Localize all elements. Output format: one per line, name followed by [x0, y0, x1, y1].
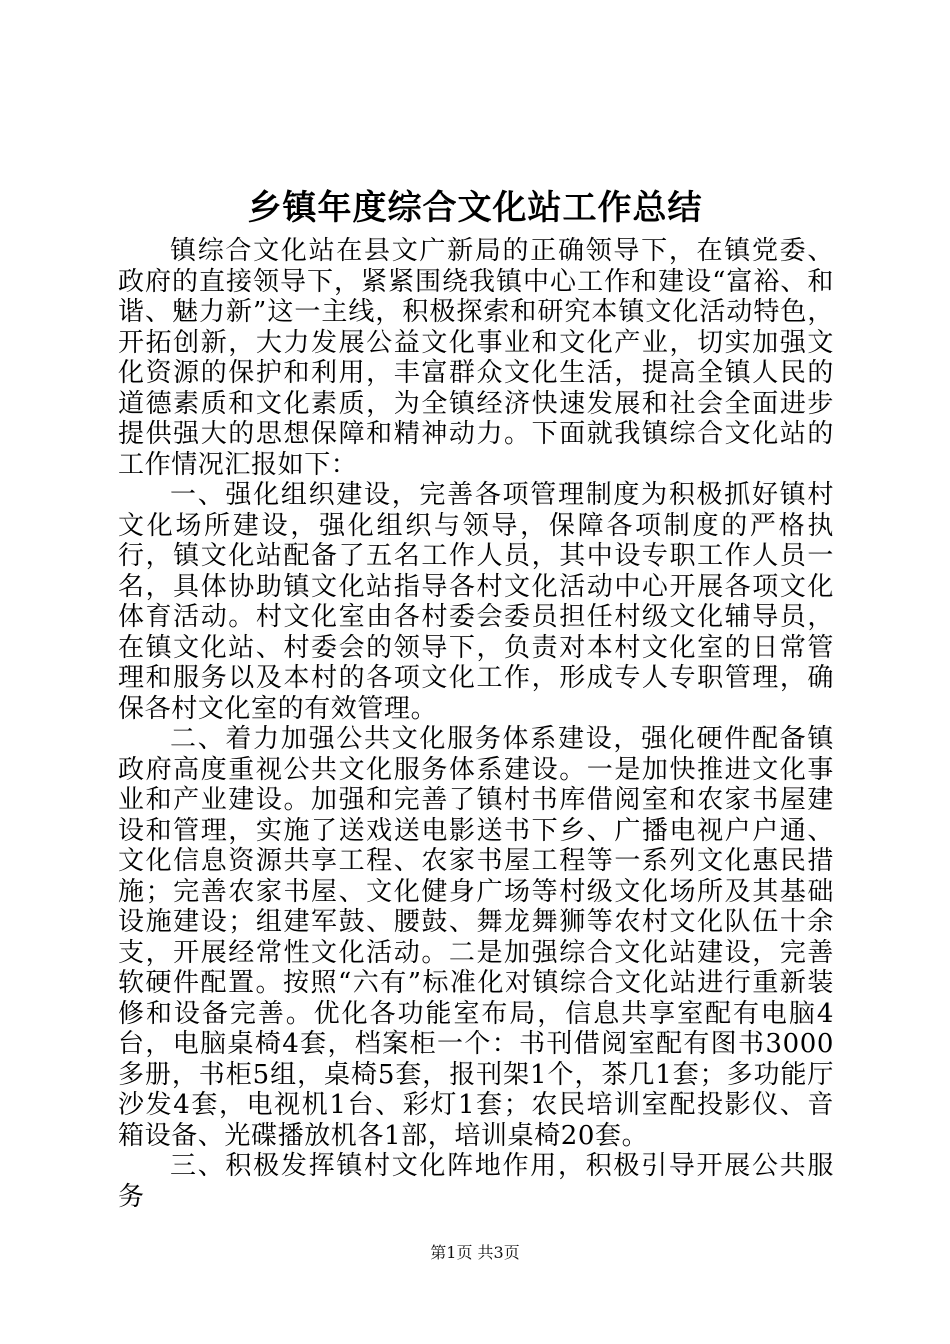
paragraph-section-2: 二、着力加强公共文化服务体系建设，强化硬件配备镇政府高度重视公共文化服务体系建设。一是加快推进文化事业和产业建设。加强和完善了镇村书库借阅室和农家书屋建设和管理，实施了送戏送电影送书下乡、广播电视户户通、文化信息资源共享工程、农家书屋工程等一系列文化惠民措施；完善农家书屋、文化健身广场等村级文化场所及其基础设施建设；组建军鼓、腰鼓、舞龙舞狮等农村文化队伍十余支，开展经常性文化活动。二是加强综合文化站建设，完善软硬件配置。按照“六有”标准化对镇综合文化站进行重新装修和设备完善。优化各功能室布局，信息共享室配有电脑4台，电脑桌椅4套，档案柜一个：书刊借阅室配有图书3000多册，书柜5组，桌椅5套，报刊架1个，茶几1套；多功能厅沙发4套，电视机1台、彩灯1套；农民培训室配投影仪、音箱设备、光碟播放机各1部，培训桌椅20套。 — [118, 724, 834, 1151]
paragraph-section-3: 三、积极发挥镇村文化阵地作用，积极引导开展公共服务 — [118, 1151, 834, 1212]
document-body — [118, 236, 834, 1212]
document-title: 乡镇年度综合文化站工作总结 — [247, 188, 703, 228]
page-number-footer: 第1页 共3页 — [430, 1243, 520, 1262]
paragraph-section-1: 一、强化组织建设，完善各项管理制度为积极抓好镇村文化场所建设，强化组织与领导，保障各项制度的严格执行，镇文化站配备了五名工作人员，其中设专职工作人员一名，具体协助镇文化站指导各村文化活动中心开展各项文化体育活动。村文化室由各村委会委员担任村级文化辅导员，在镇文化站、村委会的领导下，负责对本村文化室的日常管理和服务以及本村的各项文化工作，形成专人专职管理，确保各村文化室的有效管理。 — [118, 480, 834, 724]
paragraph-intro: 镇综合文化站在县文广新局的正确领导下，在镇党委、政府的直接领导下，紧紧围绕我镇中心工作和建设“富裕、和谐、魅力新”这一主线，积极探索和研究本镇文化活动特色，开拓创新，大力发展公益文化事业和文化产业，切实加强文化资源的保护和利用，丰富群众文化生活，提高全镇人民的道德素质和文化素质，为全镇经济快速发展和社会全面进步提供强大的思想保障和精神动力。下面就我镇综合文化站的工作情况汇报如下： — [118, 236, 834, 480]
